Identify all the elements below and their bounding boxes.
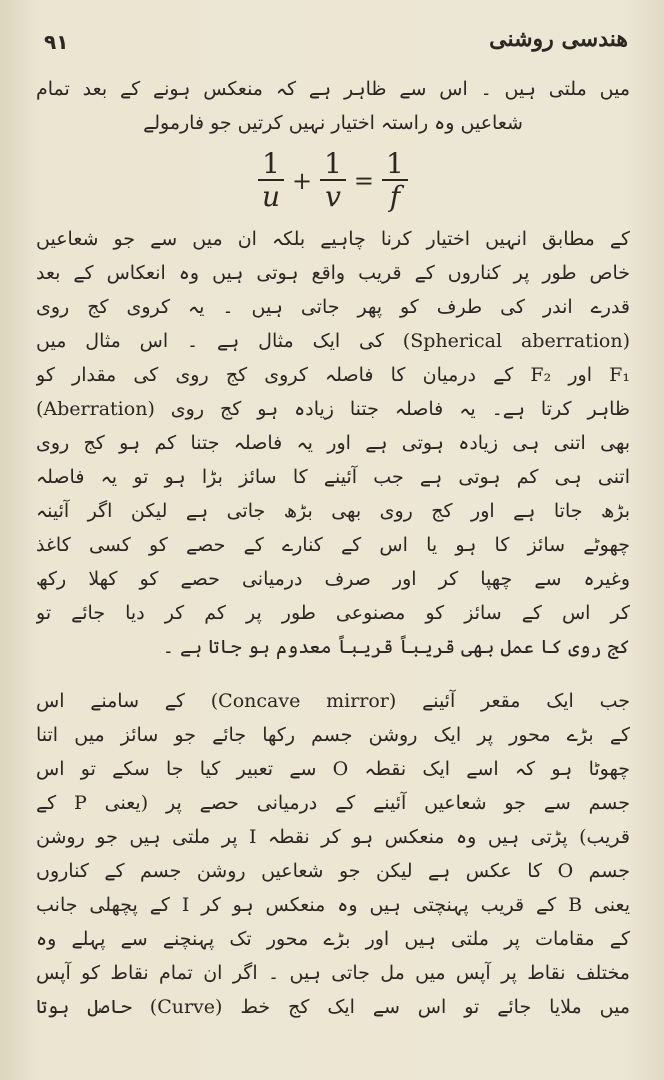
text-line: اتنی ہی کم ہوتی ہے جب آئینے کا سائز بڑا ہو تو یہ فاصلہ <box>36 466 630 488</box>
text-line: جسم O کا عکس ہے لیکن جو شعاعیں روشن جسم کے کناروں <box>36 860 630 882</box>
text-line: جب ایک مقعر آئینے (Concave mirror) کے سامنے اس <box>36 690 630 712</box>
text-line: ظاہر کرتا ہے۔ یہ فاصلہ جتنا زیادہ ہو کج روی (Aberration) <box>36 398 630 420</box>
text-line: (Spherical aberration) کی ایک مثال ہے ۔ اس مثال میں <box>36 330 630 352</box>
numerator: 1 <box>258 149 284 181</box>
text-line: جسم سے جو شعاعیں آئینے کے درمیانی حصے پر (یعنی P کے <box>36 792 630 814</box>
paragraph-2 <box>36 684 630 1024</box>
page-number: ۹۱ <box>44 30 69 54</box>
running-title: هندسی روشنی <box>489 26 628 52</box>
text-line: قدرے اندر کی طرف کو پھر جاتی ہیں ۔ یہ کروی کج روی <box>36 296 630 318</box>
text-line: کر اس کے سائز کو مصنوعی طور پر کم کر دیا جائے تو <box>36 602 630 624</box>
text-line: شعاعیں وہ راستہ اختیار نہیں کرتیں جو فارمولے <box>143 112 523 134</box>
equals-sign: = <box>353 167 375 195</box>
denominator: v <box>325 180 341 213</box>
denominator: f <box>389 180 401 213</box>
text-line: چھوٹے سائز کا ہو یا اس کے کنارے کے حصے کو کسی کاغذ <box>36 534 630 556</box>
text-line: کے بڑے محور پر ایک روشن جسم رکھا جائے جو سائز میں اتنا <box>36 724 630 746</box>
text-line: میں ملایا جائے تو اس سے ایک کج خط (Curve) حاصل ہوتا <box>36 996 630 1018</box>
text-line: چھوٹا ہو کہ اسے ایک نقطہ O سے تعبیر کیا جا سکے تو اس <box>36 758 630 780</box>
text-line: کج روی کا عمل بھی قریباً قریباً معدوم ہو جاتا ہے ۔ <box>162 636 630 658</box>
text-line: میں ملتی ہیں ۔ اس سے ظاہر ہے کہ منعکس ہونے کے بعد تمام <box>36 78 630 100</box>
fraction-1-over-f <box>382 149 408 213</box>
text-line: مختلف نقاط پر آپس میں مل جاتی ہیں ۔ اگر ان تمام نقاط کو آپس <box>36 962 630 984</box>
fraction-1-over-u <box>258 149 284 213</box>
fraction-1-over-v <box>320 149 346 213</box>
body-text <box>36 72 630 1024</box>
text-line: بھی اتنی ہی زیادہ ہوتی ہے اور یہ فاصلہ جتنا کم ہو کج روی <box>36 432 630 454</box>
mirror-formula <box>36 140 630 222</box>
paragraph-gap <box>36 664 630 684</box>
page-header <box>28 26 636 66</box>
plus-sign: + <box>291 167 313 195</box>
text-line: خاص طور پر کناروں کے قریب واقع ہوتی ہیں وہ انعکاس کے بعد <box>36 262 630 284</box>
text-line: کے مطابق انہیں اختیار کرنا چاہیے بلکہ ان میں سے جو شعاعیں <box>36 228 630 250</box>
paragraph-1 <box>36 72 630 664</box>
text-line: وغیرہ سے چھپا کر اور صرف درمیانی حصے کو کھلا رکھ <box>36 568 630 590</box>
text-line: قریب) پڑتی ہیں وہ منعکس ہو کر نقطہ I پر ملتی ہیں جو روشن <box>36 826 630 848</box>
text-line: بڑھ جاتا ہے اور کج روی بھی بڑھ جاتی ہے لیکن اگر آئینہ <box>36 500 630 522</box>
denominator: u <box>262 180 281 213</box>
text-line: F₁ اور F₂ کے درمیان کا فاصلہ کروی کج روی کی مقدار کو <box>36 364 630 386</box>
text-line: یعنی B کے قریب پہنچتی ہیں وہ منعکس ہو کر I کے پچھلی جانب <box>36 894 630 916</box>
numerator: 1 <box>382 149 408 181</box>
text-line: کے مقامات پر ملتی ہیں اور بڑے محور تک پہنچنے سے پہلے وہ <box>36 928 630 950</box>
numerator: 1 <box>320 149 346 181</box>
